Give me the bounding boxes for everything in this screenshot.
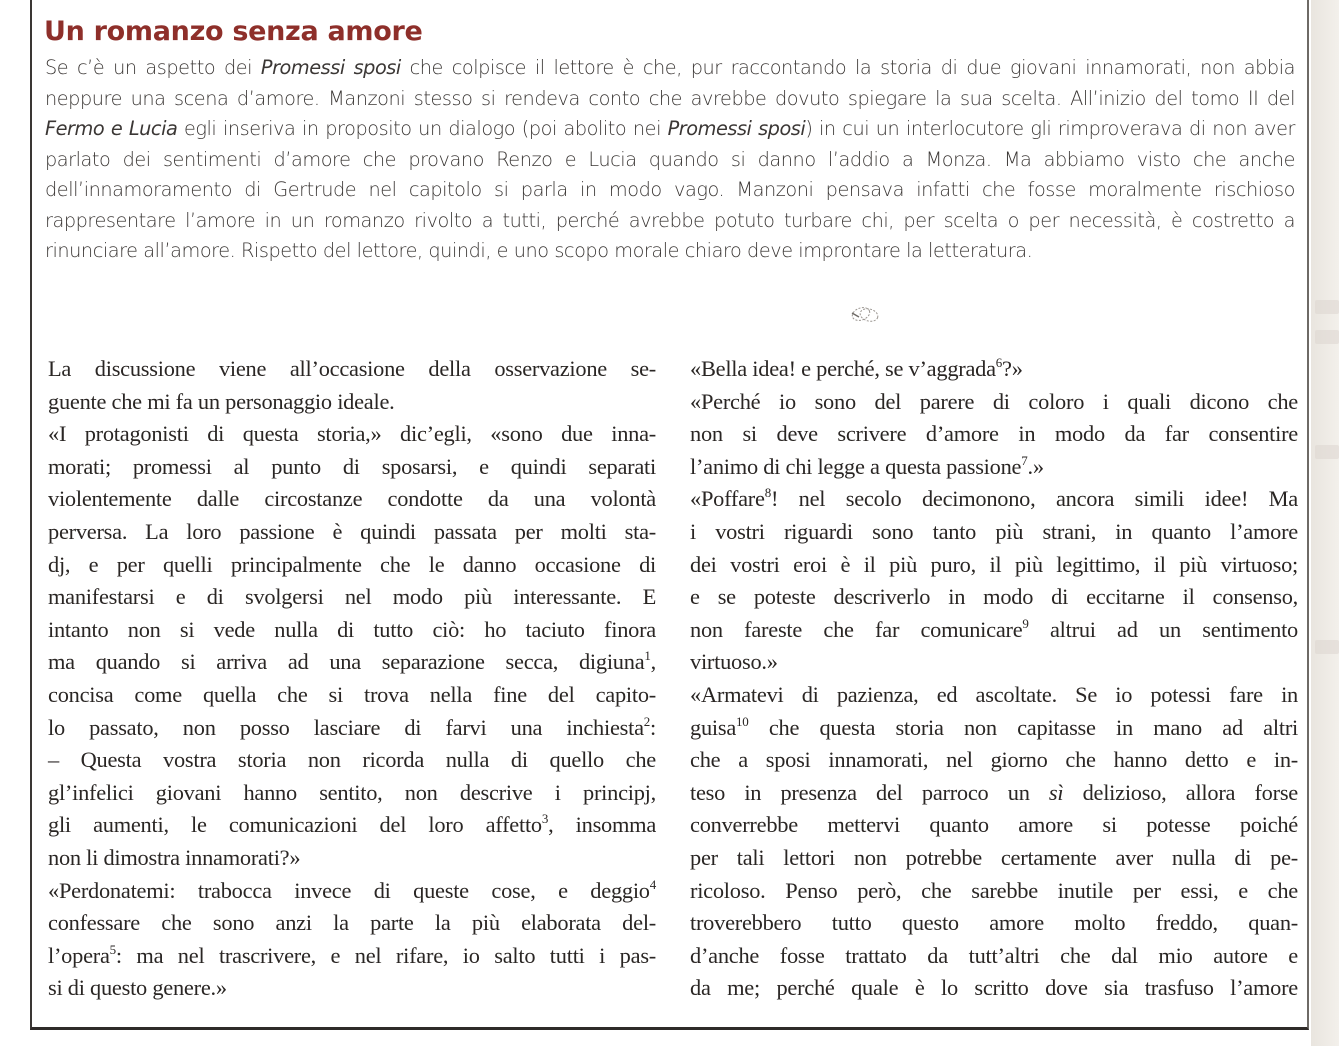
text-run: non fareste che far comunicare: [690, 616, 1023, 642]
text-run: non si deve scrivere d’amore in modo da far consentire: [690, 421, 1298, 447]
text-run: troverebbero tutto questo amore molto freddo, quan-: [690, 910, 1298, 936]
text-run: ma quando si arriva ad una separazione secca, digiuna: [48, 649, 645, 675]
text-run: .»: [1027, 453, 1044, 479]
text-run: i vostri riguardi sono tanto più strani, in quanto l’amore: [690, 518, 1298, 544]
bleed-through-mark: [1315, 330, 1339, 344]
text-line: [690, 483, 1298, 516]
text-run: , insomma: [548, 812, 657, 838]
footnote-ref: 8: [764, 485, 771, 501]
footnote-ref: 6: [995, 355, 1003, 370]
intro-paragraph: [45, 53, 1295, 267]
text-line: [48, 646, 656, 679]
text-line: [48, 907, 656, 940]
footnote-ref: 9: [1022, 615, 1029, 631]
italic-text: Fermo e Lucia: [45, 117, 178, 140]
text-line: [48, 581, 656, 614]
footnote-ref: 10: [736, 713, 749, 729]
text-run: concisa come quella che si trova nella fine del capito-: [48, 681, 656, 707]
text-run: si di questo genere.»: [48, 975, 227, 1001]
text-run: virtuoso.»: [690, 649, 778, 675]
adjacent-page-edge: [1311, 0, 1339, 1046]
left-text-column: [48, 353, 656, 1005]
text-line: [48, 516, 656, 549]
text-run: ,: [650, 649, 656, 675]
text-line: [690, 679, 1298, 712]
text-run: violentemente dalle circostanze condotte da una volontà: [48, 486, 656, 512]
text-run: egli inseriva in proposito un dialogo (poi abolito nei: [177, 117, 668, 140]
text-line: [690, 940, 1298, 973]
text-run: – Questa vostra storia non ricorda nulla di quello che: [48, 747, 656, 773]
text-line: [690, 549, 1298, 582]
text-run: da me; perché quale è lo scritto dove sia trasfuso l’amore: [690, 975, 1298, 1001]
text-line: [48, 353, 656, 386]
text-line: [48, 386, 656, 419]
text-run: guente che mi fa un personaggio ideale.: [48, 388, 395, 414]
footnote-ref: 7: [1021, 452, 1028, 468]
bleed-through-mark: [1315, 445, 1339, 459]
text-line: [690, 842, 1298, 875]
text-run: altrui ad un sentimento: [1028, 616, 1298, 642]
text-run: La discussione viene all’occasione della osservazione se-: [48, 356, 656, 381]
text-run: «Armatevi di pazienza, ed ascoltate. Se io potessi fare in: [690, 681, 1298, 707]
text-run: che a sposi innamorati, nel giorno che hanno detto e in-: [690, 747, 1298, 773]
text-run: ?»: [1002, 356, 1023, 381]
text-run: guisa: [690, 714, 737, 740]
text-run: : ma nel trascrivere, e nel rifare, io salto tutti i pas-: [115, 942, 656, 968]
text-line: [690, 777, 1298, 810]
text-run: teso in presenza del parroco un: [690, 779, 1049, 805]
text-line: [690, 516, 1298, 549]
text-line: [48, 712, 656, 745]
text-run: perversa. La loro passione è quindi passata per molti sta-: [48, 518, 656, 544]
text-line: [48, 940, 656, 973]
text-line: [48, 744, 656, 777]
text-line: [48, 842, 656, 875]
italic-text: Promessi sposi: [667, 117, 806, 140]
text-run: converrebbe mettervi quanto amore si potesse poiché: [690, 812, 1298, 838]
footnote-ref: 4: [649, 876, 656, 892]
text-run: gl’infelici giovani hanno sentito, non descrive i principj,: [48, 779, 656, 805]
text-run: :: [650, 714, 656, 740]
text-line: [690, 581, 1298, 614]
text-run: non li dimostra innamorati?»: [48, 844, 301, 870]
text-run: che colpisce il lettore è che, pur raccontando la storia di due giovani innamorati, non abbia neppure una scena d’amore. Manzoni stesso si rendeva conto che avrebbe dovuto spiegare la sua scelta. All’inizio del tomo II del: [45, 56, 1295, 110]
text-line: [690, 353, 1298, 386]
text-run: l’animo di chi legge a questa passione: [690, 453, 1022, 479]
text-run: gli aumenti, le comunicazioni del loro affetto: [48, 812, 542, 838]
text-run: dei vostri eroi è il più puro, il più legittimo, il più virtuoso;: [690, 551, 1298, 577]
text-run: «Bella idea! e perché, se v’aggrada: [690, 356, 996, 381]
ornament-icon: [848, 303, 882, 325]
text-line: [48, 875, 656, 908]
bleed-through-mark: [1315, 640, 1339, 654]
text-line: [48, 777, 656, 810]
text-line: [48, 972, 656, 1005]
text-line: [690, 451, 1298, 484]
text-run: delizioso, allora forse: [1063, 779, 1298, 805]
footnote-ref: 1: [644, 648, 651, 664]
text-line: [690, 386, 1298, 419]
text-line: [48, 483, 656, 516]
text-run: e se poteste descriverlo in modo di eccitarne il consenso,: [690, 584, 1298, 610]
text-line: [690, 809, 1298, 842]
text-run: d’anche fosse trattato da tutt’altri che dal mio autore e: [690, 942, 1298, 968]
text-line: [690, 972, 1298, 1005]
text-line: [690, 712, 1298, 745]
text-run: confessare che sono anzi la parte la più elaborata del-: [48, 910, 656, 936]
text-run: «I protagonisti di questa storia,» dic’egli, «sono due inna-: [48, 421, 656, 447]
text-run: che questa storia non capitasse in mano ad altri: [748, 714, 1298, 740]
text-line: [690, 907, 1298, 940]
text-line: [690, 646, 1298, 679]
text-line: [690, 614, 1298, 647]
text-run: ricoloso. Penso però, che sarebbe inutile per essi, e che: [690, 877, 1298, 903]
text-line: [690, 418, 1298, 451]
text-line: [48, 614, 656, 647]
text-run: ) in cui un interlocutore gli rimproverava di non aver parlato dei sentimenti d’amore che provano Renzo e Lucia quando si danno l’addio a Monza. Ma abbiamo visto che anche dell’innamoramento di Gertrude nel capitolo si parla in modo vago. Manzoni pensava infatti che fosse moralmente rischioso rappresentare l’amore in un romanzo rivolto a tutti, perché avrebbe potuto turbare chi, per scelta o per necessità, è costretto a rinunciare all’amore. Rispetto del lettore, quindi, e uno scopo morale chiaro deve improntare la letteratura.: [45, 117, 1295, 262]
text-run: manifestarsi e di svolgersi nel modo più interessante. E: [48, 584, 656, 610]
text-line: [48, 418, 656, 451]
footnote-ref: 2: [643, 713, 651, 729]
italic-text: Promessi sposi: [260, 56, 401, 79]
text-run: l’opera: [48, 942, 110, 968]
text-line: [690, 875, 1298, 908]
text-run: per tali lettori non potrebbe certamente aver nulla di pe-: [690, 844, 1298, 870]
box-title: Un romanzo senza amore: [44, 16, 423, 47]
text-run: dj, e per quelli principalmente che le danno occasione di: [48, 551, 656, 577]
text-run: lo passato, non posso lasciare di farvi una inchiesta: [48, 714, 644, 740]
text-run: Se c’è un aspetto dei: [45, 56, 261, 79]
text-line: [48, 679, 656, 712]
text-line: [690, 744, 1298, 777]
italic-text: sì: [1048, 779, 1064, 805]
right-text-column: [690, 353, 1298, 1005]
text-run: «Poffare: [690, 486, 765, 512]
text-line: [48, 451, 656, 484]
footnote-ref: 5: [109, 941, 116, 957]
text-run: «Perdonatemi: trabocca invece di queste cose, e deggio: [48, 877, 650, 903]
text-run: «Perché io sono del parere di coloro i quali dicono che: [690, 388, 1298, 414]
text-line: [48, 549, 656, 582]
text-run: morati; promessi al punto di sposarsi, e quindi separati: [48, 453, 656, 479]
text-run: intanto non si vede nulla di tutto ciò: ho taciuto finora: [48, 616, 656, 642]
text-line: [48, 809, 656, 842]
bleed-through-mark: [1315, 300, 1339, 314]
text-run: ! nel secolo decimonono, ancora simili idee! Ma: [770, 486, 1298, 512]
footnote-ref: 3: [541, 811, 549, 827]
